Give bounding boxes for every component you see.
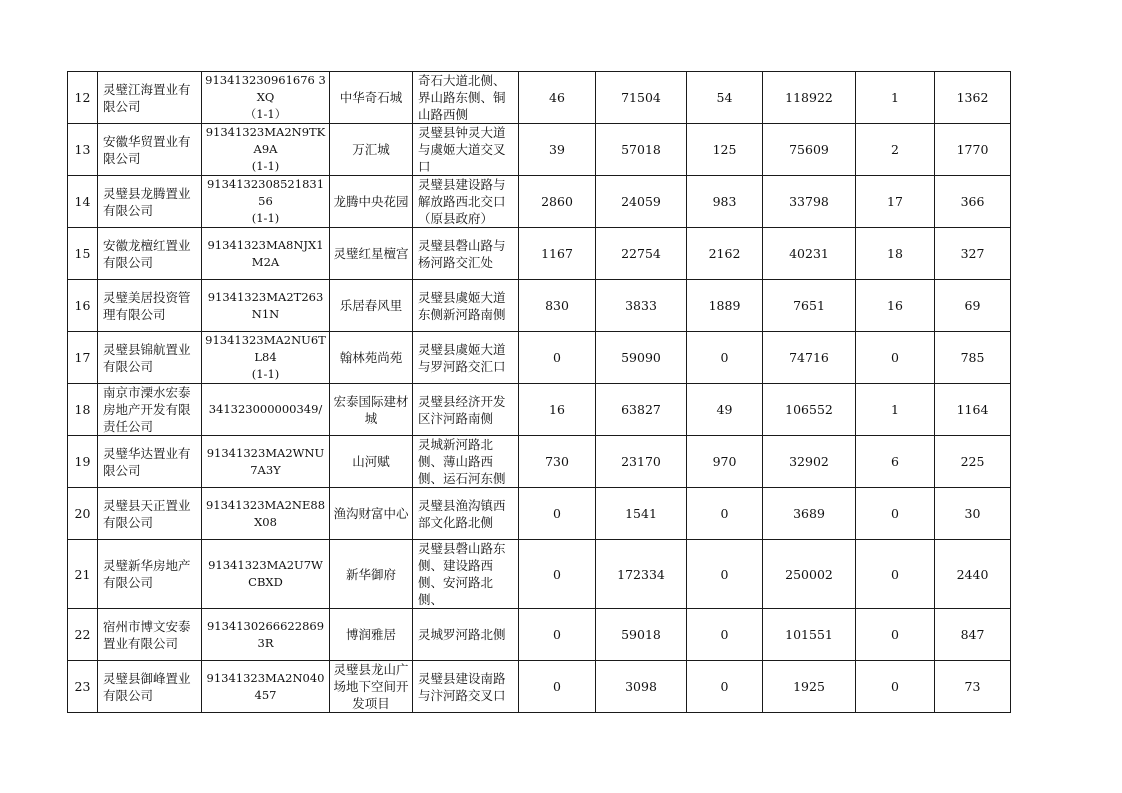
project-name-cell: 宏泰国际建材城 — [330, 384, 413, 436]
credit-code-cell — [202, 609, 330, 661]
credit-code-line: (1-1) — [251, 211, 280, 225]
row-number-cell: 18 — [68, 384, 98, 436]
value-5-cell: 0 — [856, 540, 935, 609]
value-2-cell: 3098 — [596, 661, 687, 713]
value-3-cell: 1889 — [687, 280, 763, 332]
table-row — [68, 661, 1011, 713]
value-6-cell: 1164 — [935, 384, 1011, 436]
value-3-cell: 54 — [687, 72, 763, 124]
value-1-cell: 0 — [519, 540, 596, 609]
company-cell: 灵璧县天正置业有限公司 — [98, 488, 202, 540]
value-1-cell: 830 — [519, 280, 596, 332]
value-5-cell: 0 — [856, 488, 935, 540]
value-2-cell: 23170 — [596, 436, 687, 488]
location-cell: 灵璧县渔沟镇西部文化路北侧 — [413, 488, 519, 540]
value-3-cell: 0 — [687, 488, 763, 540]
row-number-cell: 21 — [68, 540, 98, 609]
credit-code-line: 91341323MA8NJX1M2A — [207, 237, 324, 269]
credit-code-cell — [202, 280, 330, 332]
value-6-cell: 366 — [935, 176, 1011, 228]
project-name-cell: 新华御府 — [330, 540, 413, 609]
value-6-cell: 2440 — [935, 540, 1011, 609]
row-number-cell: 12 — [68, 72, 98, 124]
sheet — [67, 71, 1011, 713]
table-row — [68, 488, 1011, 540]
credit-code-line: 341323000000349/ — [208, 402, 323, 416]
value-4-cell: 33798 — [763, 176, 856, 228]
credit-code-cell — [202, 384, 330, 436]
value-6-cell: 30 — [935, 488, 1011, 540]
value-1-cell: 39 — [519, 124, 596, 176]
value-6-cell: 1770 — [935, 124, 1011, 176]
credit-code-cell — [202, 228, 330, 280]
value-5-cell: 0 — [856, 332, 935, 384]
project-name-cell: 博润雅居 — [330, 609, 413, 661]
credit-code-cell — [202, 124, 330, 176]
value-3-cell: 49 — [687, 384, 763, 436]
value-1-cell: 46 — [519, 72, 596, 124]
location-cell: 奇石大道北侧、界山路东侧、铜山路西侧 — [413, 72, 519, 124]
credit-code-cell — [202, 436, 330, 488]
value-4-cell: 118922 — [763, 72, 856, 124]
credit-code-line: 91341323MA2N9TKA9A — [205, 125, 326, 156]
property-table — [67, 71, 1011, 713]
value-4-cell: 106552 — [763, 384, 856, 436]
value-3-cell: 983 — [687, 176, 763, 228]
location-cell: 灵璧县虞姬大道东侧新河路南侧 — [413, 280, 519, 332]
value-4-cell: 40231 — [763, 228, 856, 280]
value-5-cell: 6 — [856, 436, 935, 488]
table-body — [68, 72, 1011, 713]
location-cell: 灵璧县建设南路与汴河路交叉口 — [413, 661, 519, 713]
value-2-cell: 3833 — [596, 280, 687, 332]
company-cell: 灵璧江海置业有限公司 — [98, 72, 202, 124]
value-5-cell: 2 — [856, 124, 935, 176]
value-4-cell: 75609 — [763, 124, 856, 176]
credit-code-cell — [202, 72, 330, 124]
value-2-cell: 22754 — [596, 228, 687, 280]
value-1-cell: 2860 — [519, 176, 596, 228]
table-row — [68, 540, 1011, 609]
row-number-cell: 17 — [68, 332, 98, 384]
credit-code-line: 913413230852183156 — [206, 177, 325, 208]
credit-code-line: 91341323MA2NE88X08 — [205, 497, 326, 529]
row-number-cell: 16 — [68, 280, 98, 332]
company-cell: 灵璧县御峰置业有限公司 — [98, 661, 202, 713]
project-name-cell: 灵璧县龙山广场地下空间开发项目 — [330, 661, 413, 713]
company-cell: 灵璧县龙腾置业有限公司 — [98, 176, 202, 228]
project-name-cell: 渔沟财富中心 — [330, 488, 413, 540]
credit-code-line: 91341302666228693R — [206, 618, 325, 650]
value-4-cell: 7651 — [763, 280, 856, 332]
table-row — [68, 72, 1011, 124]
company-cell: 灵璧新华房地产有限公司 — [98, 540, 202, 609]
value-2-cell: 71504 — [596, 72, 687, 124]
value-4-cell: 1925 — [763, 661, 856, 713]
value-5-cell: 1 — [856, 384, 935, 436]
row-number-cell: 20 — [68, 488, 98, 540]
credit-code-line: （1-1） — [244, 107, 287, 121]
credit-code-line: 91341323MA2T263N1N — [207, 289, 324, 321]
value-1-cell: 0 — [519, 332, 596, 384]
value-4-cell: 3689 — [763, 488, 856, 540]
row-number-cell: 22 — [68, 609, 98, 661]
value-2-cell: 59090 — [596, 332, 687, 384]
location-cell: 灵璧县经济开发区汴河路南侧 — [413, 384, 519, 436]
credit-code-cell — [202, 661, 330, 713]
value-6-cell: 73 — [935, 661, 1011, 713]
row-number-cell: 23 — [68, 661, 98, 713]
value-3-cell: 125 — [687, 124, 763, 176]
company-cell: 灵璧县锦航置业有限公司 — [98, 332, 202, 384]
value-2-cell: 57018 — [596, 124, 687, 176]
value-3-cell: 970 — [687, 436, 763, 488]
value-6-cell: 225 — [935, 436, 1011, 488]
row-number-cell: 15 — [68, 228, 98, 280]
value-2-cell: 63827 — [596, 384, 687, 436]
location-cell: 灵璧县建设路与解放路西北交口（原县政府） — [413, 176, 519, 228]
row-number-cell: 19 — [68, 436, 98, 488]
location-cell: 灵璧县虞姬大道与罗河路交汇口 — [413, 332, 519, 384]
project-name-cell: 乐居春风里 — [330, 280, 413, 332]
table-row — [68, 176, 1011, 228]
value-6-cell: 69 — [935, 280, 1011, 332]
value-2-cell: 172334 — [596, 540, 687, 609]
value-5-cell: 0 — [856, 609, 935, 661]
table-row — [68, 609, 1011, 661]
company-cell: 灵璧华达置业有限公司 — [98, 436, 202, 488]
value-3-cell: 2162 — [687, 228, 763, 280]
location-cell: 灵璧县磬山路与杨河路交汇处 — [413, 228, 519, 280]
value-1-cell: 16 — [519, 384, 596, 436]
table-row — [68, 124, 1011, 176]
location-cell: 灵璧县磬山路东侧、建设路西侧、安河路北侧、 — [413, 540, 519, 609]
project-name-cell: 中华奇石城 — [330, 72, 413, 124]
credit-code-line: 913413230961676 3XQ — [205, 73, 326, 104]
location-cell: 灵城新河路北侧、薄山路西侧、运石河东侧 — [413, 436, 519, 488]
company-cell: 安徽华贸置业有限公司 — [98, 124, 202, 176]
credit-code-cell — [202, 488, 330, 540]
company-cell: 安徽龙檀红置业有限公司 — [98, 228, 202, 280]
value-1-cell: 0 — [519, 488, 596, 540]
value-3-cell: 0 — [687, 661, 763, 713]
value-1-cell: 0 — [519, 661, 596, 713]
value-5-cell: 1 — [856, 72, 935, 124]
location-cell: 灵璧县钟灵大道与虞姬大道交叉口 — [413, 124, 519, 176]
credit-code-line: 91341323MA2NU6TL84 — [205, 333, 326, 364]
table-row — [68, 384, 1011, 436]
row-number-cell: 14 — [68, 176, 98, 228]
credit-code-cell — [202, 332, 330, 384]
credit-code-cell — [202, 176, 330, 228]
row-number-cell: 13 — [68, 124, 98, 176]
table-row — [68, 436, 1011, 488]
value-5-cell: 0 — [856, 661, 935, 713]
value-4-cell: 32902 — [763, 436, 856, 488]
company-cell: 灵璧美居投资管理有限公司 — [98, 280, 202, 332]
company-cell: 南京市溧水宏泰房地产开发有限责任公司 — [98, 384, 202, 436]
value-6-cell: 785 — [935, 332, 1011, 384]
table-row — [68, 228, 1011, 280]
project-name-cell: 山河赋 — [330, 436, 413, 488]
value-4-cell: 250002 — [763, 540, 856, 609]
project-name-cell: 龙腾中央花园 — [330, 176, 413, 228]
location-cell: 灵城罗河路北侧 — [413, 609, 519, 661]
value-6-cell: 1362 — [935, 72, 1011, 124]
value-1-cell: 0 — [519, 609, 596, 661]
credit-code-line: 91341323MA2WNU7A3Y — [206, 445, 325, 477]
value-4-cell: 74716 — [763, 332, 856, 384]
value-1-cell: 1167 — [519, 228, 596, 280]
value-5-cell: 18 — [856, 228, 935, 280]
project-name-cell: 万汇城 — [330, 124, 413, 176]
value-5-cell: 16 — [856, 280, 935, 332]
value-5-cell: 17 — [856, 176, 935, 228]
value-3-cell: 0 — [687, 332, 763, 384]
company-cell: 宿州市博文安泰置业有限公司 — [98, 609, 202, 661]
credit-code-line: 91341323MA2N040457 — [206, 670, 325, 702]
credit-code-cell — [202, 540, 330, 609]
credit-code-line: (1-1) — [251, 159, 280, 173]
value-3-cell: 0 — [687, 540, 763, 609]
project-name-cell: 翰林苑尚苑 — [330, 332, 413, 384]
value-2-cell: 1541 — [596, 488, 687, 540]
value-1-cell: 730 — [519, 436, 596, 488]
value-2-cell: 59018 — [596, 609, 687, 661]
project-name-cell: 灵璧红星檀宫 — [330, 228, 413, 280]
credit-code-line: (1-1) — [251, 367, 280, 381]
value-3-cell: 0 — [687, 609, 763, 661]
value-2-cell: 24059 — [596, 176, 687, 228]
value-4-cell: 101551 — [763, 609, 856, 661]
table-row — [68, 280, 1011, 332]
value-6-cell: 327 — [935, 228, 1011, 280]
table-row — [68, 332, 1011, 384]
value-6-cell: 847 — [935, 609, 1011, 661]
credit-code-line: 91341323MA2U7WCBXD — [208, 558, 323, 589]
